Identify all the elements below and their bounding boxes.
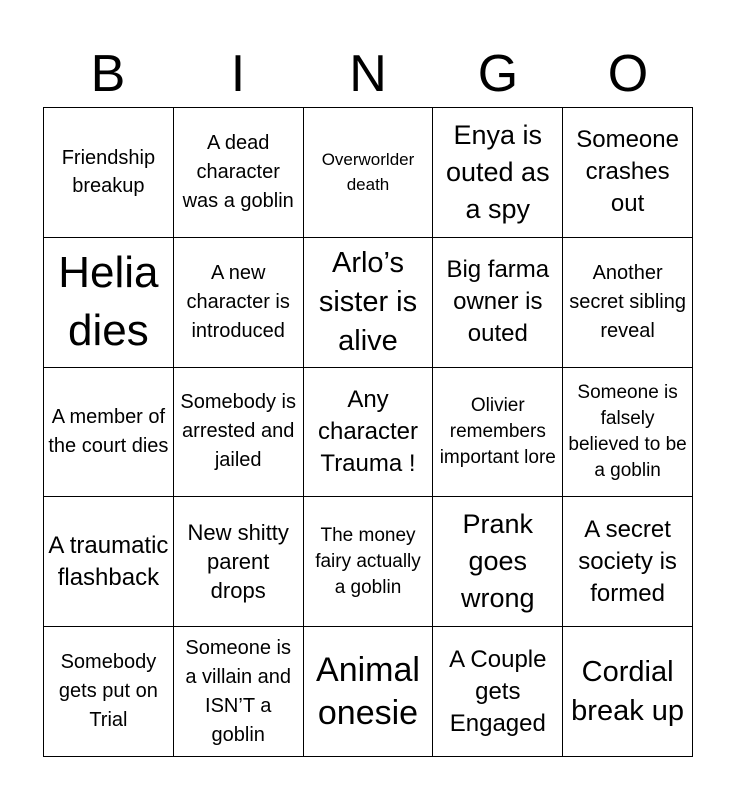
bingo-cell[interactable] [563, 238, 693, 368]
bingo-cell[interactable] [44, 497, 174, 627]
bingo-cell[interactable] [304, 627, 434, 757]
bingo-cell[interactable] [304, 238, 434, 368]
cell-text: Another secret sibling reveal [569, 261, 686, 342]
bingo-cell[interactable] [563, 497, 693, 627]
bingo-cell[interactable] [174, 108, 304, 238]
cell-text: Overworlder death [321, 150, 415, 195]
bingo-cell[interactable] [44, 238, 174, 368]
cell-text: A member of the court dies [48, 405, 169, 457]
cell-text: Prank goes wrong [461, 509, 535, 614]
bingo-cell[interactable] [433, 368, 563, 498]
cell-text: Somebody gets put on Trial [58, 651, 158, 732]
bingo-cell[interactable] [304, 368, 434, 498]
cell-text: Cordial break up [571, 655, 685, 727]
cell-text: The money fairy actually a goblin [315, 524, 421, 598]
bingo-cell[interactable] [304, 108, 434, 238]
bingo-cell[interactable] [44, 368, 174, 498]
bingo-cell[interactable] [563, 627, 693, 757]
bingo-cell[interactable] [174, 497, 304, 627]
bingo-board [43, 107, 693, 757]
bingo-cell[interactable] [174, 368, 304, 498]
cell-text: A Couple gets Engaged [449, 645, 547, 737]
bingo-cell[interactable] [44, 627, 174, 757]
cell-text: Animal onesie [316, 650, 420, 732]
cell-text: A secret society is formed [578, 515, 677, 607]
header-letter-b: B [90, 45, 126, 103]
cell-text: A new character is introduced [186, 261, 290, 342]
cell-text: Somebody is arrested and jailed [180, 391, 296, 472]
header-letter-n: N [349, 45, 387, 103]
bingo-cell[interactable] [304, 497, 434, 627]
header-letter-i: I [230, 45, 246, 103]
cell-text: Someone is falsely believed to be a goblin [568, 381, 687, 481]
bingo-cell[interactable] [563, 368, 693, 498]
cell-text: Arlo’s sister is alive [318, 246, 418, 357]
bingo-cell[interactable] [563, 108, 693, 238]
cell-text: Enya is outed as a spy [445, 119, 550, 224]
bingo-cell[interactable] [174, 238, 304, 368]
bingo-cell[interactable] [433, 627, 563, 757]
bingo-cell[interactable] [433, 497, 563, 627]
bingo-cell[interactable] [433, 108, 563, 238]
header-letter-g: G [477, 45, 519, 103]
bingo-cell[interactable] [44, 108, 174, 238]
cell-text: Helia dies [58, 248, 159, 356]
cell-text: Any character Trauma ! [317, 385, 419, 477]
cell-text: Someone is a villain and ISN’T a goblin [185, 636, 291, 746]
bingo-cell[interactable] [433, 238, 563, 368]
cell-text: Big farma owner is outed [446, 256, 550, 348]
header-letter-o: O [607, 45, 649, 103]
cell-text: Olivier remembers important lore [439, 394, 556, 468]
cell-text: A dead character was a goblin [182, 131, 294, 212]
cell-text: New shitty parent drops [187, 520, 289, 604]
cell-text: A traumatic flashback [48, 531, 169, 591]
bingo-header [43, 40, 693, 108]
cell-text: Friendship breakup [61, 147, 156, 198]
cell-text: Someone crashes out [576, 126, 679, 218]
bingo-cell[interactable] [174, 627, 304, 757]
